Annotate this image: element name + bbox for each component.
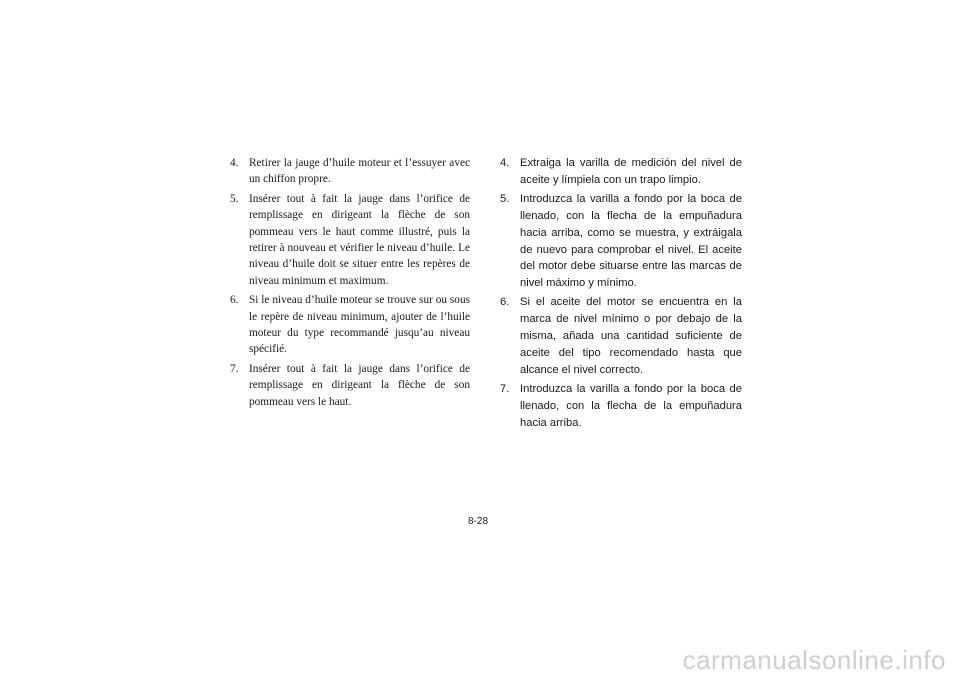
step-text: Introduzca la varilla a fondo por la boca de llenado, con la flecha de la empuñadura hacia arriba, como se muestra, y extráigala de nuevo para comprobar el nivel. El aceite del motor debe situarse entre las marcas de nivel máximo y mínimo.	[520, 192, 742, 290]
french-step-5	[230, 191, 470, 289]
step-number: 7.	[230, 362, 239, 375]
step-text: Insérer tout à fait la jauge dans l’orifice de remplissage en dirigeant la flèche de son pommeau vers le haut comme illustré, puis la retirer à nouveau et vérifier le niveau d’huile. Le niveau d’huile doit se situer entre les repères de niveau minimum et maximum.	[249, 192, 470, 287]
spanish-step-6	[500, 294, 742, 379]
spanish-step-5	[500, 191, 742, 292]
step-number: 4.	[500, 157, 510, 169]
page-number: 8-28	[468, 516, 489, 527]
step-number: 6.	[500, 296, 510, 309]
french-instructions	[230, 155, 470, 413]
step-number: 7.	[500, 382, 510, 395]
step-text: Introduzca la varilla a fondo por la boca de llenado, con la flecha de la empuñadura hacia arriba.	[520, 382, 742, 429]
french-step-7	[230, 361, 470, 410]
step-text: Extraiga la varilla de medición del nivel de aceite y límpiela con un trapo limpio.	[520, 157, 742, 186]
step-number: 6.	[230, 294, 239, 307]
step-number: 4.	[230, 157, 239, 169]
step-number: 5.	[500, 192, 510, 205]
step-text: Retirer la jauge d’huile moteur et l’essuyer avec un chiffon propre.	[249, 157, 470, 186]
spanish-step-7	[500, 381, 742, 432]
step-text: Si le niveau d’huile moteur se trouve sur ou sous le repère de niveau minimum, ajouter de l’huile moteur du type recommandé jusqu’au niveau spécifié.	[249, 294, 470, 356]
step-text: Si el aceite del motor se encuentra en la marca de nivel mínimo o por debajo de la misma, añada una cantidad suficiente de aceite del tipo recomendado hasta que alcance el nivel correcto.	[520, 296, 742, 376]
french-step-6	[230, 292, 470, 358]
spanish-instructions	[500, 155, 742, 434]
step-number: 5.	[230, 192, 239, 205]
french-step-4	[230, 155, 470, 188]
watermark: carmanualsonline.info	[682, 645, 946, 675]
step-text: Insérer tout à fait la jauge dans l’orifice de remplissage en dirigeant la flèche de son pommeau vers le haut.	[249, 362, 470, 408]
spanish-step-4	[500, 155, 742, 189]
